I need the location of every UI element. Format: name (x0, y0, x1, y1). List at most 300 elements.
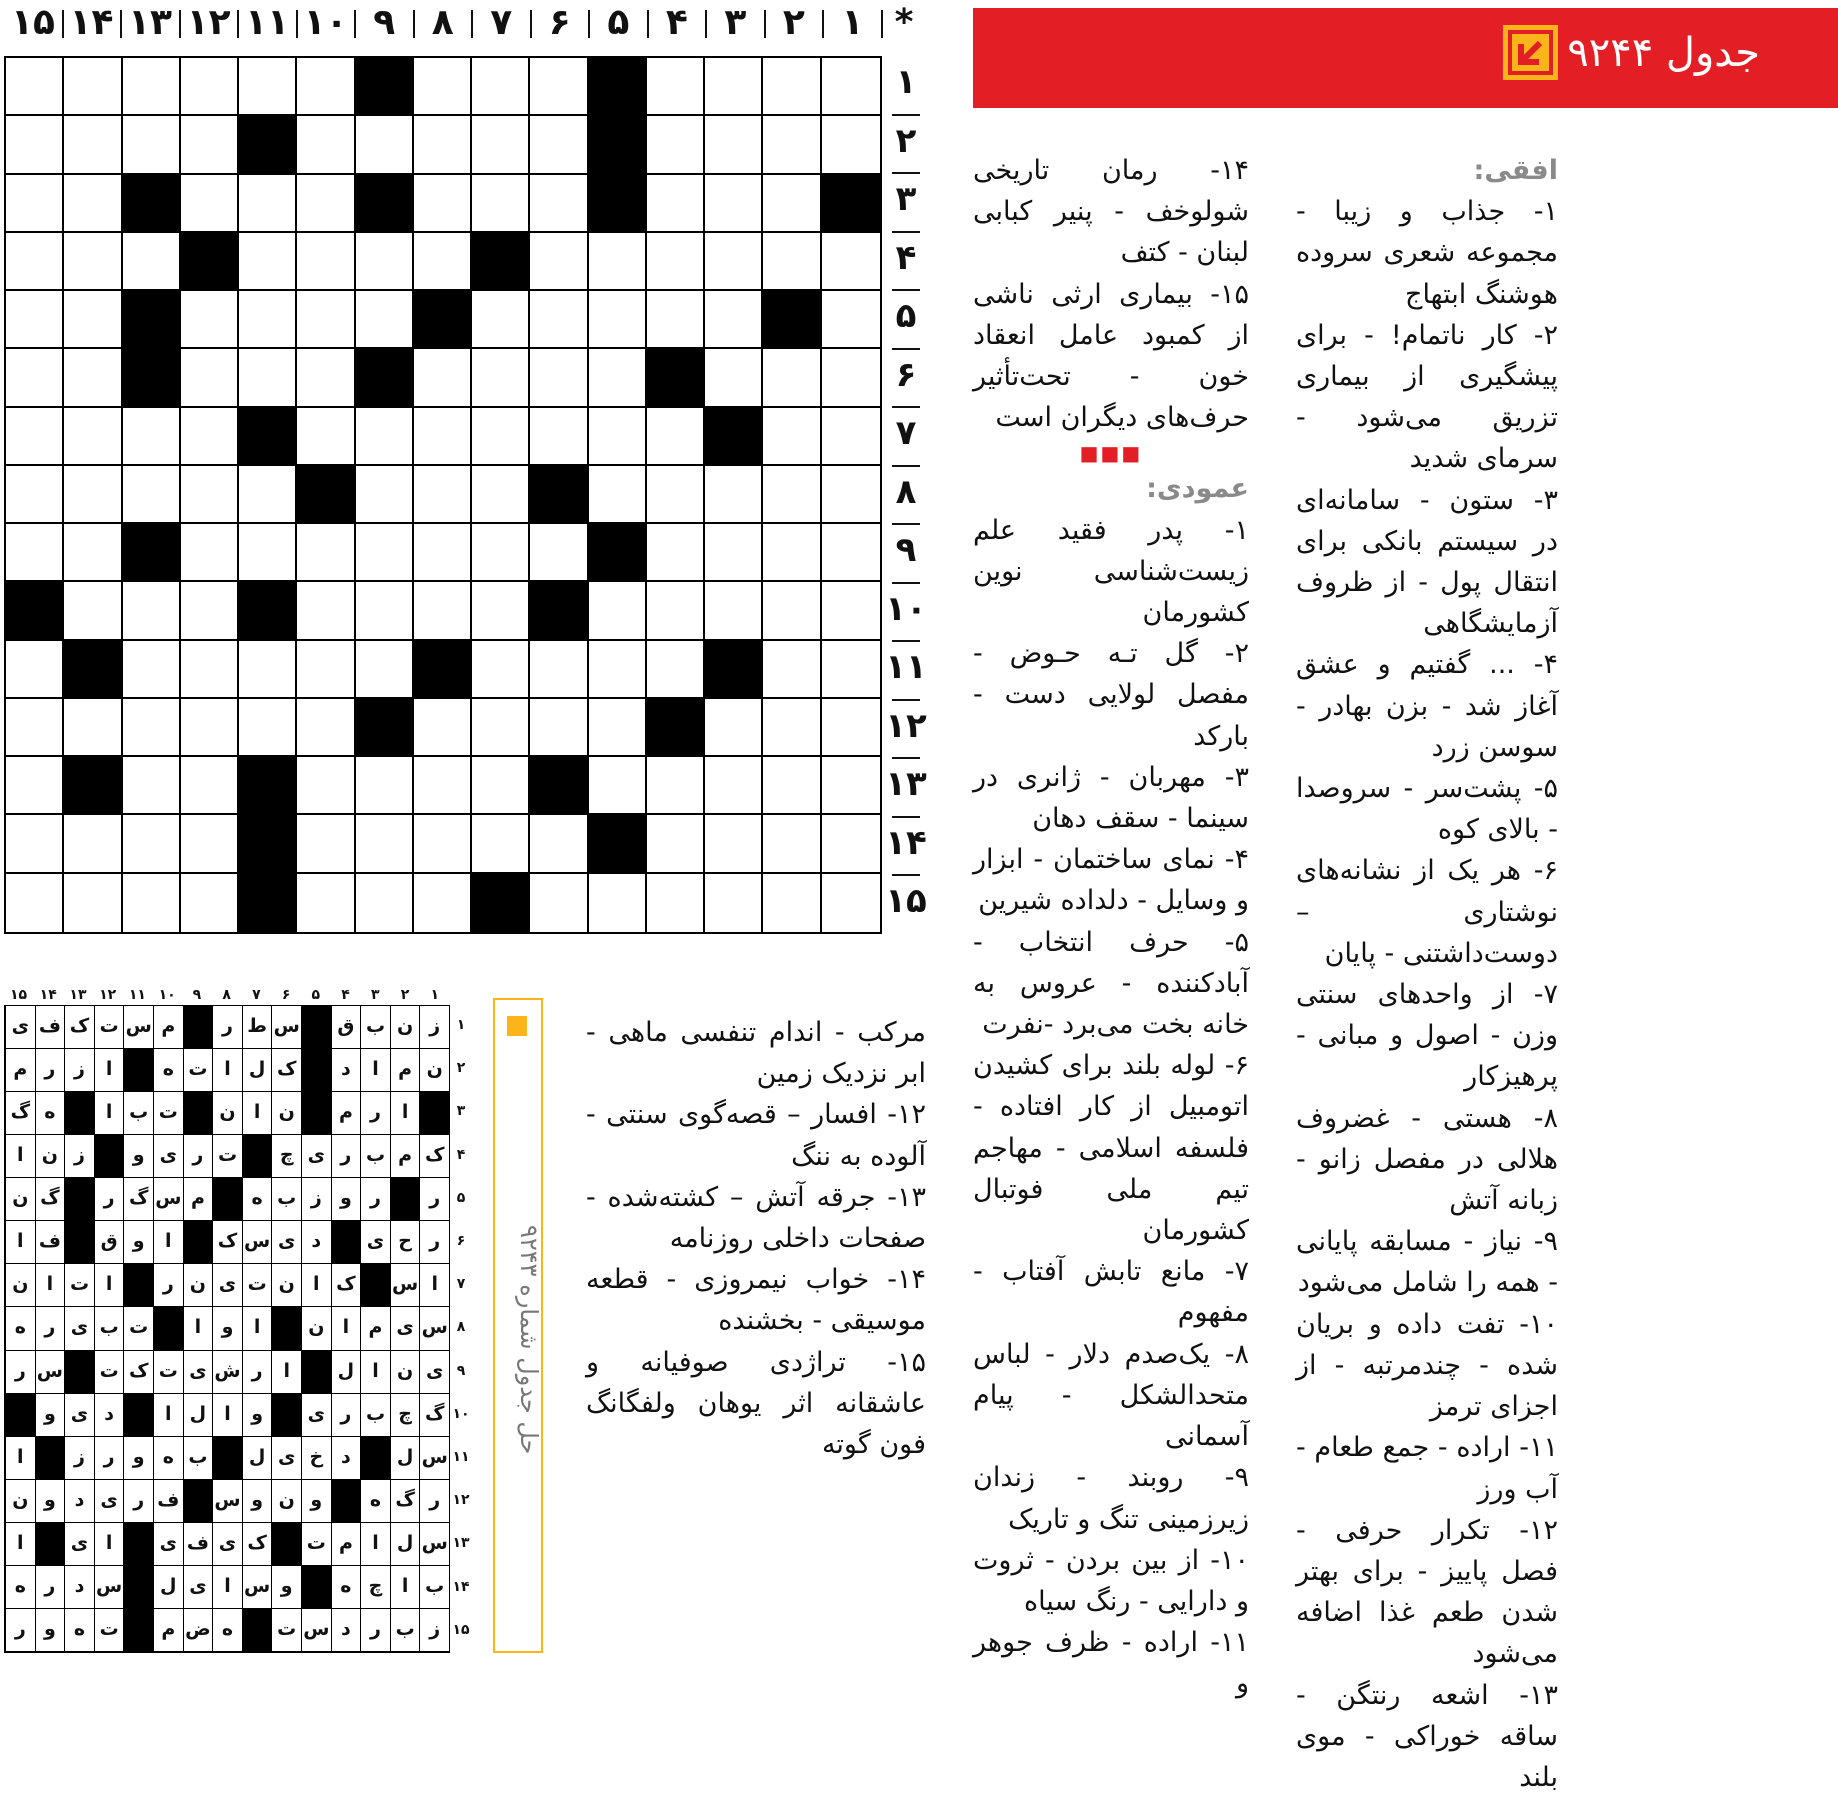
grid-cell[interactable] (356, 524, 414, 582)
grid-cell[interactable] (414, 233, 472, 291)
grid-cell[interactable] (822, 466, 880, 524)
solution-cell: ت (94, 1006, 124, 1049)
grid-cell[interactable] (356, 874, 414, 932)
grid-cell[interactable] (822, 874, 880, 932)
grid-cell[interactable] (705, 699, 763, 757)
grid-cell[interactable] (181, 116, 239, 174)
grid-cell[interactable] (297, 641, 355, 699)
grid-cell[interactable] (472, 641, 530, 699)
grid-cell[interactable] (472, 582, 530, 640)
grid-cell[interactable] (822, 699, 880, 757)
grid-cell[interactable] (123, 116, 181, 174)
solution-cell: ر (35, 1566, 65, 1609)
black-cell (239, 815, 297, 873)
black-cell (530, 757, 588, 815)
solution-cell: ا (5, 1135, 35, 1178)
solution-column-number: ۱۱ (128, 987, 146, 1003)
grid-cell[interactable] (181, 408, 239, 466)
clue-item: ۹- نیاز - مسابقه پایانی - همه را شامل می‌شود (1296, 1226, 1558, 1299)
grid-cell[interactable] (6, 58, 64, 116)
solution-cell: ه (153, 1049, 183, 1092)
clue-item: ۱۴- رمان تاریخی شولوخف - پنیر کبابی لبنان - کتف (973, 155, 1249, 269)
grid-cell[interactable] (530, 815, 588, 873)
grid-cell[interactable] (472, 349, 530, 407)
grid-cell[interactable] (239, 291, 297, 349)
solution-cell: ی (64, 1523, 94, 1566)
grid-cell[interactable] (589, 466, 647, 524)
grid-cell[interactable] (414, 524, 472, 582)
grid-cell[interactable] (64, 291, 122, 349)
grid-cell[interactable] (647, 291, 705, 349)
grid-cell[interactable] (763, 815, 821, 873)
grid-cell[interactable] (6, 874, 64, 932)
grid-cell[interactable] (356, 815, 414, 873)
grid-cell[interactable] (123, 582, 181, 640)
grid-cell[interactable] (472, 524, 530, 582)
grid-cell[interactable] (123, 815, 181, 873)
grid-cell[interactable] (414, 408, 472, 466)
clue-item: ۹- روبند - زندان زیرزمینی تنگ و تاریک (973, 1462, 1249, 1535)
solution-cell: س (242, 1221, 272, 1264)
grid-cell[interactable] (181, 291, 239, 349)
solution-cell: ل (183, 1394, 213, 1437)
column-number: ۸ (431, 2, 454, 43)
grid-cell[interactable] (356, 116, 414, 174)
grid-cell[interactable] (763, 641, 821, 699)
grid-cell[interactable] (530, 524, 588, 582)
grid-cell[interactable] (589, 408, 647, 466)
grid-cell[interactable] (763, 757, 821, 815)
grid-cell[interactable] (647, 815, 705, 873)
grid-cell[interactable] (6, 233, 64, 291)
grid-cell[interactable] (64, 466, 122, 524)
grid-cell[interactable] (64, 349, 122, 407)
solution-cell: و (242, 1394, 272, 1437)
grid-cell[interactable] (705, 291, 763, 349)
solution-cell: ی (64, 1394, 94, 1437)
grid-cell[interactable] (705, 874, 763, 932)
grid-cell[interactable] (64, 524, 122, 582)
column-separator (705, 10, 707, 38)
solution-column-number: ۷ (252, 987, 261, 1003)
grid-cell[interactable] (763, 233, 821, 291)
solution-cell: د (301, 1221, 331, 1264)
solution-black-cell (123, 1566, 153, 1609)
grid-cell[interactable] (6, 175, 64, 233)
grid-cell[interactable] (64, 116, 122, 174)
solution-cell: ا (183, 1307, 213, 1350)
solution-black-cell (331, 1480, 361, 1523)
grid-cell[interactable] (647, 757, 705, 815)
grid-cell[interactable] (530, 116, 588, 174)
grid-cell[interactable] (414, 815, 472, 873)
grid-cell[interactable] (472, 58, 530, 116)
grid-cell[interactable] (6, 291, 64, 349)
solution-cell: ف (35, 1221, 65, 1264)
black-cell (123, 524, 181, 582)
grid-cell[interactable] (64, 408, 122, 466)
grid-cell[interactable] (530, 874, 588, 932)
grid-cell[interactable] (356, 233, 414, 291)
grid-cell[interactable] (530, 291, 588, 349)
grid-cell[interactable] (822, 58, 880, 116)
solution-cell: ر (153, 1264, 183, 1307)
column-separator (354, 10, 356, 38)
grid-cell[interactable] (181, 582, 239, 640)
grid-cell[interactable] (647, 874, 705, 932)
grid-cell[interactable] (181, 815, 239, 873)
grid-cell[interactable] (822, 815, 880, 873)
solution-cell: ی (94, 1480, 124, 1523)
grid-cell[interactable] (530, 408, 588, 466)
grid-cell[interactable] (472, 116, 530, 174)
solution-black-cell (390, 1178, 420, 1221)
grid-cell[interactable] (64, 699, 122, 757)
solution-cell: ر (183, 1135, 213, 1178)
grid-cell[interactable] (705, 175, 763, 233)
grid-cell[interactable] (6, 757, 64, 815)
grid-cell[interactable] (297, 58, 355, 116)
grid-cell[interactable] (414, 349, 472, 407)
grid-cell[interactable] (297, 524, 355, 582)
solution-cell: ا (242, 1307, 272, 1350)
grid-cell[interactable] (647, 466, 705, 524)
grid-cell[interactable] (297, 582, 355, 640)
solution-cell: ن (390, 1006, 420, 1049)
grid-cell[interactable] (239, 466, 297, 524)
grid-cell[interactable] (6, 408, 64, 466)
grid-cell[interactable] (763, 408, 821, 466)
grid-cell[interactable] (822, 524, 880, 582)
solution-row-number: ۱ (456, 1017, 466, 1033)
solution-cell: ک (271, 1049, 301, 1092)
grid-cell[interactable] (6, 524, 64, 582)
grid-cell[interactable] (297, 815, 355, 873)
grid-cell[interactable] (414, 175, 472, 233)
grid-cell[interactable] (530, 641, 588, 699)
clue-item: ۶- لوله بلند برای کشیدن اتومبیل از کار افتاده - فلسفه اسلامی - مهاجم تیم ملی فوتبال کشورمان (973, 1050, 1249, 1247)
grid-cell[interactable] (181, 466, 239, 524)
clue-item: ۱۰- از بین بردن - ثروت و دارایی - رنگ سیاه (973, 1544, 1249, 1617)
grid-cell[interactable] (181, 175, 239, 233)
solution-cell: ت (153, 1092, 183, 1135)
black-cell (239, 582, 297, 640)
solution-cell: ی (271, 1437, 301, 1480)
grid-cell[interactable] (123, 408, 181, 466)
grid-cell[interactable] (6, 466, 64, 524)
grid-cell[interactable] (530, 349, 588, 407)
grid-cell[interactable] (705, 815, 763, 873)
solution-cell: ا (212, 1394, 242, 1437)
grid-cell[interactable] (123, 466, 181, 524)
grid-cell[interactable] (822, 233, 880, 291)
clue-item: ۲- کار ناتمام! - برای پیشگیری از بیماری تزریق می‌شود - سرمای شدید (1296, 319, 1558, 475)
grid-cell[interactable] (472, 699, 530, 757)
grid-cell[interactable] (589, 641, 647, 699)
grid-cell[interactable] (297, 233, 355, 291)
grid-cell[interactable] (356, 641, 414, 699)
grid-cell[interactable] (239, 641, 297, 699)
grid-cell[interactable] (472, 408, 530, 466)
black-cell (647, 699, 705, 757)
grid-cell[interactable] (414, 699, 472, 757)
column-number: ۳ (724, 2, 747, 43)
grid-cell[interactable] (414, 116, 472, 174)
grid-cell[interactable] (239, 58, 297, 116)
black-cell (181, 233, 239, 291)
grid-cell[interactable] (763, 116, 821, 174)
solution-cell: ط (242, 1006, 272, 1049)
column-number: ۱۳ (128, 2, 173, 43)
black-cell (822, 175, 880, 233)
grid-cell[interactable] (297, 757, 355, 815)
solution-cell: ا (5, 1221, 35, 1264)
solution-cell: س (153, 1178, 183, 1221)
solution-column-number: ۱۲ (99, 987, 117, 1003)
grid-cell[interactable] (705, 116, 763, 174)
column-number: ۴ (665, 2, 688, 43)
grid-cell[interactable] (530, 699, 588, 757)
grid-cell[interactable] (647, 408, 705, 466)
grid-cell[interactable] (356, 291, 414, 349)
black-cell (123, 175, 181, 233)
solution-column-number: ۱۳ (69, 987, 87, 1003)
clue-item: ۱۱- اراده - ظرف جوهر و (973, 1627, 1249, 1700)
middle-clues-column (973, 150, 1249, 1705)
grid-cell[interactable] (64, 233, 122, 291)
solution-cell: و (123, 1135, 153, 1178)
solution-cell: ب (360, 1394, 390, 1437)
black-cell (356, 175, 414, 233)
grid-cell[interactable] (297, 874, 355, 932)
grid-cell[interactable] (705, 524, 763, 582)
grid-cell[interactable] (414, 757, 472, 815)
grid-cell[interactable] (356, 582, 414, 640)
column-separator (120, 10, 122, 38)
grid-cell[interactable] (822, 116, 880, 174)
solution-cell: ن (390, 1351, 420, 1394)
solution-black-cell (360, 1437, 390, 1480)
grid-cell[interactable] (705, 466, 763, 524)
arrow-logo-icon (1503, 25, 1558, 80)
grid-cell[interactable] (297, 175, 355, 233)
grid-cell[interactable] (589, 582, 647, 640)
solution-cell: ن (5, 1264, 35, 1307)
row-number: ۶ (895, 354, 917, 395)
clue-item: ۲- گل تـه حـوض - مفصل لولایی دست - بارکد (973, 638, 1249, 752)
grid-cell[interactable] (763, 582, 821, 640)
clue-item: ۱- جذاب و زیبا - مجموعه شعری سروده هوشنگ ابتهاج (1296, 196, 1558, 310)
grid-cell[interactable] (181, 58, 239, 116)
grid-cell[interactable] (181, 757, 239, 815)
clue-item: ۱۵- بیماری ارثی ناشی از کمبود عامل انعقاد خون - تحت‌تأثیر حرف‌های دیگران است (973, 278, 1249, 434)
grid-cell[interactable] (297, 291, 355, 349)
row-separator (892, 582, 920, 584)
grid-cell[interactable] (64, 58, 122, 116)
column-number: ۶ (548, 2, 571, 43)
row-number: ۵ (895, 296, 917, 337)
black-cell (589, 116, 647, 174)
solution-cell: ی (271, 1221, 301, 1264)
grid-cell[interactable] (239, 349, 297, 407)
grid-cell[interactable] (181, 349, 239, 407)
grid-cell[interactable] (472, 291, 530, 349)
grid-cell[interactable] (647, 641, 705, 699)
solution-cell: ا (94, 1523, 124, 1566)
grid-cell[interactable] (6, 116, 64, 174)
grid-cell[interactable] (181, 874, 239, 932)
grid-cell[interactable] (647, 582, 705, 640)
solution-black-cell (242, 1135, 272, 1178)
grid-cell[interactable] (6, 641, 64, 699)
grid-cell[interactable] (530, 233, 588, 291)
section-separator: ■■■ (1079, 441, 1143, 466)
solution-cell: ت (153, 1351, 183, 1394)
solution-column-header (4, 987, 450, 1005)
row-separator (892, 231, 920, 233)
grid-cell[interactable] (589, 349, 647, 407)
vertical-heading: عمودی: (1146, 473, 1249, 505)
solution-cell: و (301, 1480, 331, 1523)
solution-cell: ی (64, 1307, 94, 1350)
solution-cell: ا (212, 1566, 242, 1609)
solution-cell: ب (419, 1566, 449, 1609)
solution-cell: ن (271, 1092, 301, 1135)
grid-cell[interactable] (123, 699, 181, 757)
grid-cell[interactable] (705, 349, 763, 407)
column-separator (179, 10, 181, 38)
grid-cell[interactable] (6, 699, 64, 757)
grid-cell[interactable] (64, 815, 122, 873)
solution-cell: ف (183, 1523, 213, 1566)
solution-column-number: ۶ (281, 987, 291, 1003)
grid-cell[interactable] (822, 641, 880, 699)
solution-grid (4, 1005, 450, 1653)
grid-cell[interactable] (472, 175, 530, 233)
grid-cell[interactable] (123, 874, 181, 932)
clue-item: ۱۲- تکرار حرفی - فصل پاییز - برای بهتر شدن طعم غذا اضافه می‌شود (1296, 1514, 1558, 1670)
grid-cell[interactable] (705, 582, 763, 640)
grid-cell[interactable] (589, 233, 647, 291)
grid-cell[interactable] (589, 757, 647, 815)
grid-cell[interactable] (647, 524, 705, 582)
solution-column-number: ۱ (430, 987, 440, 1003)
grid-cell[interactable] (763, 699, 821, 757)
black-cell (705, 408, 763, 466)
solution-cell: س (35, 1351, 65, 1394)
grid-cell[interactable] (239, 233, 297, 291)
column-separator (237, 10, 239, 38)
solution-cell: ر (360, 1178, 390, 1221)
grid-cell[interactable] (705, 757, 763, 815)
solution-cell: ت (212, 1135, 242, 1178)
grid-cell[interactable] (297, 116, 355, 174)
solution-cell: و (123, 1221, 153, 1264)
grid-cell[interactable] (64, 874, 122, 932)
grid-cell[interactable] (123, 58, 181, 116)
grid-cell[interactable] (414, 582, 472, 640)
grid-cell[interactable] (356, 757, 414, 815)
grid-cell[interactable] (181, 641, 239, 699)
grid-cell[interactable] (181, 699, 239, 757)
grid-cell[interactable] (763, 58, 821, 116)
grid-cell[interactable] (414, 874, 472, 932)
grid-cell[interactable] (181, 524, 239, 582)
grid-cell[interactable] (123, 757, 181, 815)
grid-cell[interactable] (472, 815, 530, 873)
solution-cell: ب (360, 1135, 390, 1178)
grid-cell[interactable] (414, 466, 472, 524)
grid-cell[interactable] (239, 524, 297, 582)
grid-cell[interactable] (647, 58, 705, 116)
grid-cell[interactable] (472, 466, 530, 524)
grid-cell[interactable] (589, 874, 647, 932)
grid-cell[interactable] (822, 291, 880, 349)
grid-cell[interactable] (123, 233, 181, 291)
grid-cell[interactable] (6, 815, 64, 873)
clue-item: ۱۱- اراده - جمع طعام - آب ورز (1296, 1432, 1558, 1505)
grid-cell[interactable] (297, 349, 355, 407)
grid-cell[interactable] (763, 466, 821, 524)
grid-cell[interactable] (589, 291, 647, 349)
grid-cell[interactable] (589, 699, 647, 757)
solution-cell: ر (35, 1307, 65, 1350)
solution-cell: ن (271, 1264, 301, 1307)
solution-black-cell (123, 1609, 153, 1652)
row-number: ۱۱ (885, 647, 927, 688)
clue-item: ۳- ستون - سامانه‌ای در سیستم بانکی برای انتقال پول - از ظروف آزمایشگاهی (1296, 484, 1558, 640)
grid-cell[interactable] (239, 175, 297, 233)
clue-item: ۵- پشت‌سر - سروصدا - بالای کوه (1296, 773, 1558, 846)
grid-cell[interactable] (356, 466, 414, 524)
solution-black-cell (301, 1049, 331, 1092)
grid-cell[interactable] (297, 699, 355, 757)
grid-cell[interactable] (763, 175, 821, 233)
grid-cell[interactable] (297, 408, 355, 466)
grid-cell[interactable] (530, 175, 588, 233)
grid-cell[interactable] (123, 641, 181, 699)
solution-cell: ک (212, 1221, 242, 1264)
page-title: جدول ۹۲۴۴ (1567, 30, 1760, 76)
grid-cell[interactable] (763, 524, 821, 582)
solution-cell: س (301, 1609, 331, 1652)
solution-cell: ک (331, 1264, 361, 1307)
grid-cell[interactable] (6, 349, 64, 407)
grid-cell[interactable] (822, 408, 880, 466)
grid-cell[interactable] (356, 408, 414, 466)
grid-cell[interactable] (822, 757, 880, 815)
grid-cell[interactable] (822, 349, 880, 407)
grid-cell[interactable] (763, 349, 821, 407)
grid-cell[interactable] (705, 58, 763, 116)
grid-cell[interactable] (705, 233, 763, 291)
grid-cell[interactable] (647, 116, 705, 174)
solution-row-number: ۷ (456, 1276, 466, 1293)
grid-cell[interactable] (64, 582, 122, 640)
grid-cell[interactable] (64, 175, 122, 233)
solution-cell: ا (360, 1351, 390, 1394)
solution-row-number: ۱۲ (452, 1492, 470, 1509)
solution-cell: ر (419, 1178, 449, 1221)
grid-cell[interactable] (239, 699, 297, 757)
grid-cell[interactable] (647, 233, 705, 291)
grid-cell[interactable] (763, 874, 821, 932)
grid-cell[interactable] (472, 757, 530, 815)
grid-cell[interactable] (647, 175, 705, 233)
grid-cell[interactable] (822, 582, 880, 640)
grid-cell[interactable] (530, 58, 588, 116)
grid-cell[interactable] (414, 58, 472, 116)
